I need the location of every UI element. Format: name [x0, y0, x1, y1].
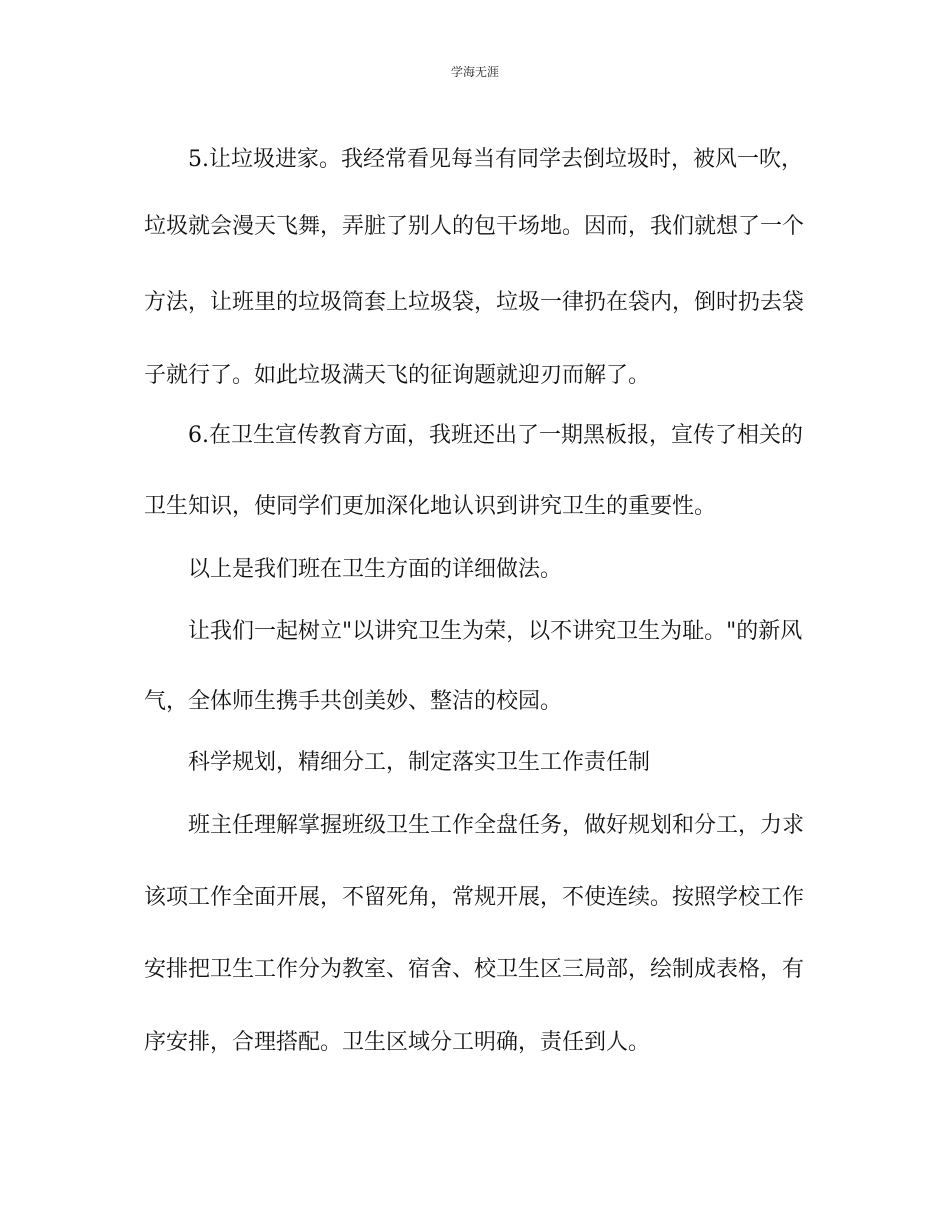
paragraph-1-line-1: 5.让垃圾进家。我经常看见每当有同学去倒垃圾时，被风一吹， — [188, 147, 803, 172]
paragraph-6-line-1: 班主任理解掌握班级卫生工作全盘任务，做好规划和分工，力求 — [188, 813, 805, 838]
paragraph-1-line-4: 子就行了。如此垃圾满天飞的征询题就迎刃而解了。 — [144, 363, 651, 388]
section-heading: 科学规划，精细分工，制定落实卫生工作责任制 — [188, 750, 651, 775]
page-header: 学海无涯 — [450, 65, 499, 79]
paragraph-1-line-3: 方法，让班里的垃圾筒套上垃圾袋，垃圾一律扔在袋内，倒时扔去袋 — [144, 290, 805, 315]
paragraph-6-line-4: 序安排，合理搭配。卫生区域分工明确，责任到人。 — [144, 1030, 651, 1055]
paragraph-2-line-2: 卫生知识，使同学们更加深化地认识到讲究卫生的重要性。 — [144, 494, 717, 519]
paragraph-4-line-2: 气，全体师生携手共创美妙、整洁的校园。 — [144, 689, 563, 714]
paragraph-2-line-1: 6.在卫生宣传教育方面，我班还出了一期黑板报，宣传了相关的 — [188, 423, 803, 448]
paragraph-6-line-3: 安排把卫生工作分为教室、宿舍、校卫生区三局部，绘制成表格，有 — [144, 957, 805, 982]
paragraph-6-line-2: 该项工作全面开展，不留死角，常规开展，不使连续。按照学校工作 — [144, 885, 805, 910]
paragraph-3-line-1: 以上是我们班在卫生方面的详细做法。 — [188, 557, 563, 582]
paragraph-1-line-2: 垃圾就会漫天飞舞，弄脏了别人的包干场地。因而，我们就想了一个 — [144, 214, 805, 239]
paragraph-4-line-1: 让我们一起树立"以讲究卫生为荣，以不讲究卫生为耻。"的新风 — [188, 619, 803, 644]
